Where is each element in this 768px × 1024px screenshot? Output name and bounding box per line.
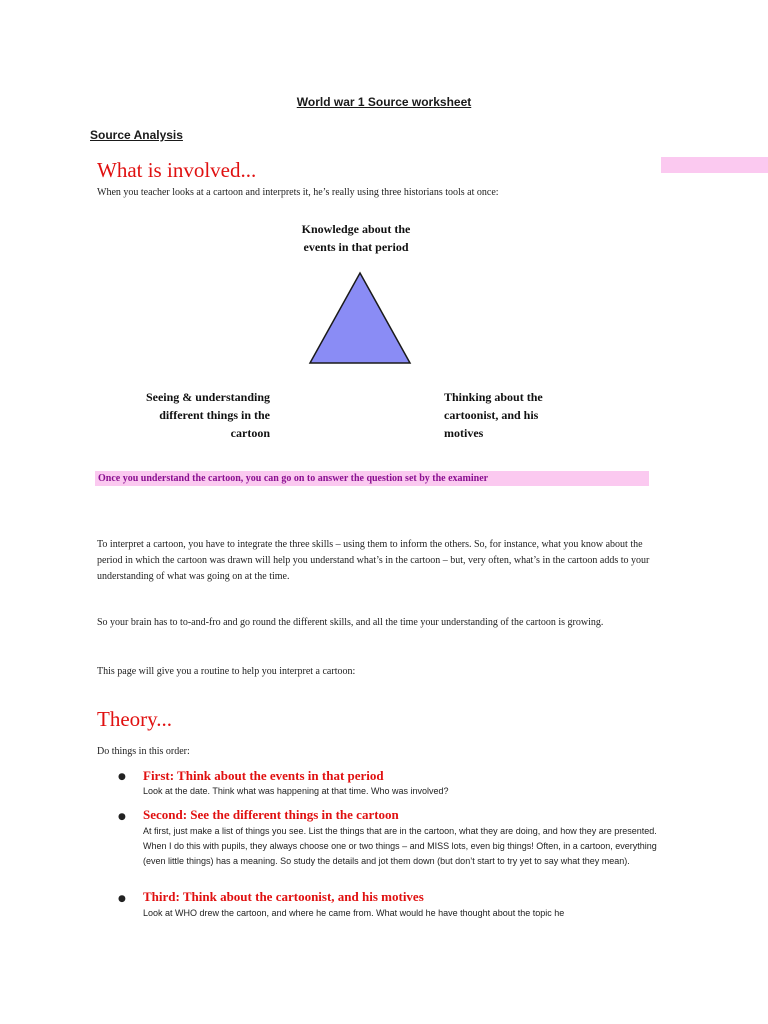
skills-triangle-diagram	[306, 270, 414, 366]
pink-highlight-strip	[661, 157, 768, 173]
step-heading-third: Third: Think about the cartoonist, and his motives	[143, 889, 424, 904]
diagram-label-line: events in that period	[303, 240, 409, 254]
diagram-label-line: cartoonist, and his	[444, 408, 539, 422]
page-title: World war 1 Source worksheet	[296, 95, 472, 109]
diagram-label-line: Seeing & understanding	[145, 390, 270, 404]
involved-heading: What is involved...	[97, 158, 257, 182]
diagram-label-line: different things in the	[159, 408, 270, 422]
step-body-third: Look at WHO drew the cartoon, and where he came from. What would he have thought about the topic he	[143, 908, 565, 918]
step-body-first: Look at the date. Think what was happening at that time. Who was involved?	[143, 786, 449, 796]
theory-heading: Theory...	[97, 707, 173, 731]
diagram-label-line: motives	[444, 426, 484, 440]
bullet-icon: ●	[118, 812, 126, 822]
paragraph-to-and-fro: So your brain has to to-and-fro and go round the different skills, and all the time your understanding of the cartoon is growing.	[97, 617, 604, 628]
diagram-label-line: cartoon	[230, 426, 270, 440]
highlighted-note: Once you understand the cartoon, you can go on to answer the question set by the examiner	[95, 471, 649, 486]
diagram-label-thinking	[444, 388, 644, 442]
paragraph-integrate: To interpret a cartoon, you have to integrate the three skills – using them to inform the others. So, for instance, what you know about the period in which the cartoon was drawn will help you understand what’s in the cartoon – but, very often, what’s in the cartoon adds to your understanding of what was going on at the time.	[97, 539, 650, 582]
paragraph-routine: This page will give you a routine to help you interpret a cartoon:	[97, 666, 356, 677]
triangle-shape	[310, 273, 410, 363]
step-heading-second: Second: See the different things in the cartoon	[143, 807, 399, 822]
bullet-icon: ●	[118, 772, 126, 782]
diagram-label-knowledge	[250, 220, 462, 256]
order-text: Do things in this order:	[97, 746, 190, 757]
diagram-label-seeing	[90, 388, 270, 442]
step-heading-first: First: Think about the events in that period	[143, 768, 384, 783]
diagram-label-line: Knowledge about the	[301, 222, 411, 236]
section-heading: Source Analysis	[90, 128, 183, 142]
step-body-second: At first, just make a list of things you see. List the things that are in the cartoon, what they are doing, and how they are presented. When I do this with pupils, they always choose one or two things – and MISS lots, even big things! Often, in a cartoon, everything (even little things) has a meaning. So study the details and jot them down (but don’t start to try yet to say what they mean).	[143, 826, 657, 866]
diagram-label-line: Thinking about the	[444, 390, 543, 404]
involved-intro: When you teacher looks at a cartoon and interprets it, he’s really using three historians tools at once:	[97, 187, 499, 198]
bullet-icon: ●	[118, 894, 126, 904]
